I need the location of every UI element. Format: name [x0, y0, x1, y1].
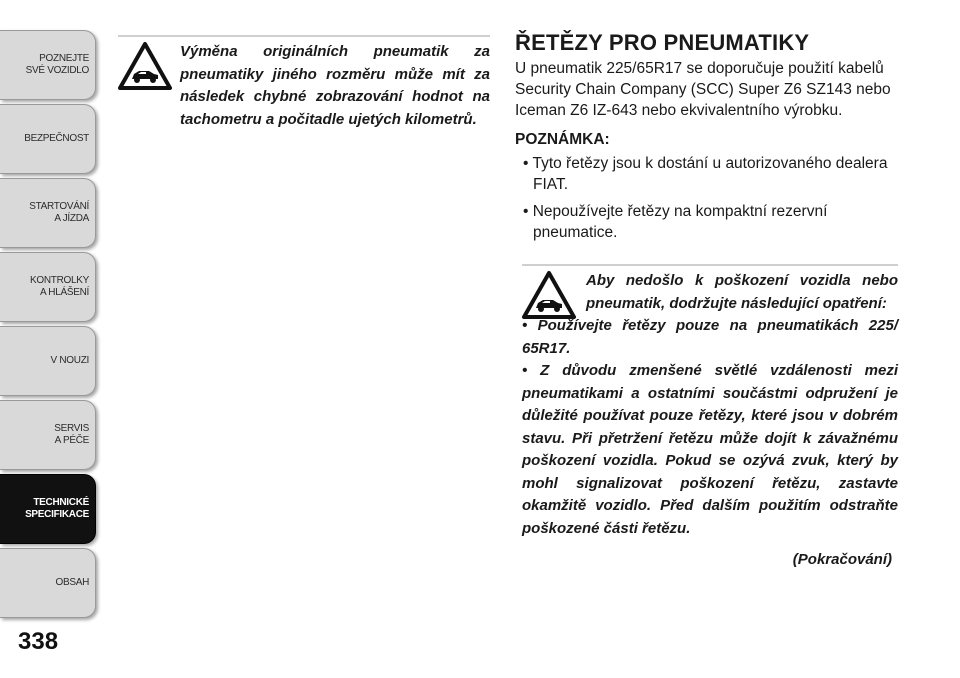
section-tyre-chains — [515, 30, 905, 249]
tab-servis[interactable] — [0, 400, 96, 470]
page-number: 338 — [18, 628, 59, 655]
divider — [118, 35, 490, 37]
list-item: • Tyto řetězy jsou k dostání u autorizovaného dealera FIAT. — [515, 153, 905, 195]
tab-label: TECHNICKÉ SPECIFIKACE — [25, 497, 89, 520]
tab-startovani[interactable] — [0, 178, 96, 248]
note-list — [515, 153, 905, 243]
warning-bullet: • Z důvodu zmenšené světlé vzdálenosti mezi pneumatikami a ostatními součástmi odpružení je důležité používat pouze řetězy, které jsou v dobrém stavu. Při přetržení řetězu může dojít k závažnému poškození vozidla. Pokud se ozývá zvuk, který by mohl signalizovat poškození řetězu, zastavte okamžitě vozidlo. Před dalším použitím odstraňte poškozené části řetězu. — [522, 362, 898, 537]
warning-triangle-car-icon — [118, 41, 172, 91]
list-item: • Nepoužívejte řetězy na kompaktní rezervní pneumatice. — [515, 201, 905, 243]
section-title: ŘETĚZY PRO PNEUMATIKY — [515, 30, 810, 55]
note-heading: POZNÁMKA: — [515, 131, 610, 148]
continuation-note: (Pokračování) — [792, 551, 892, 568]
warning-triangle-car-icon — [522, 270, 576, 320]
warning-bullet: • Používejte řetězy pouze na pneumatikách 225/ 65R17. — [522, 317, 898, 357]
tab-label: V NOUZI — [50, 355, 89, 366]
tab-kontrolky[interactable] — [0, 252, 96, 322]
section-body: U pneumatik 225/65R17 se doporučuje použití kabelů Security Chain Company (SCC) Super Z6 SZ143 nebo Iceman Z6 IZ-643 nebo ekvivalentního výrobku. — [515, 60, 891, 119]
tab-label: BEZPEČNOST — [24, 133, 89, 144]
tab-label: STARTOVÁNÍ A JÍZDA — [29, 201, 89, 224]
tab-bezpecnost[interactable] — [0, 104, 96, 174]
tab-technicke-specifikace[interactable] — [0, 474, 96, 544]
divider — [522, 264, 898, 266]
warning-box-chains — [522, 264, 898, 540]
warning-lead: Aby nedošlo k poškození vozidla nebo pneumatik, dodržujte následující opatření: — [586, 272, 898, 312]
tab-label: POZNEJTE SVÉ VOZIDLO — [25, 53, 89, 76]
warning-text: Výměna originálních pneumatik za pneumatiky jiného rozměru může mít za následek chybné zobrazování hodnot na tachometru a počitadle ujetých kilometrů. — [180, 43, 490, 128]
tab-label: SERVIS A PÉČE — [54, 423, 89, 446]
tab-obsah[interactable] — [0, 548, 96, 618]
tab-poznejte[interactable] — [0, 30, 96, 100]
tab-v-nouzi[interactable] — [0, 326, 96, 396]
warning-box-tyre-size — [118, 35, 490, 131]
tab-label: OBSAH — [55, 577, 89, 588]
tab-label: KONTROLKY A HLÁŠENÍ — [30, 275, 89, 298]
